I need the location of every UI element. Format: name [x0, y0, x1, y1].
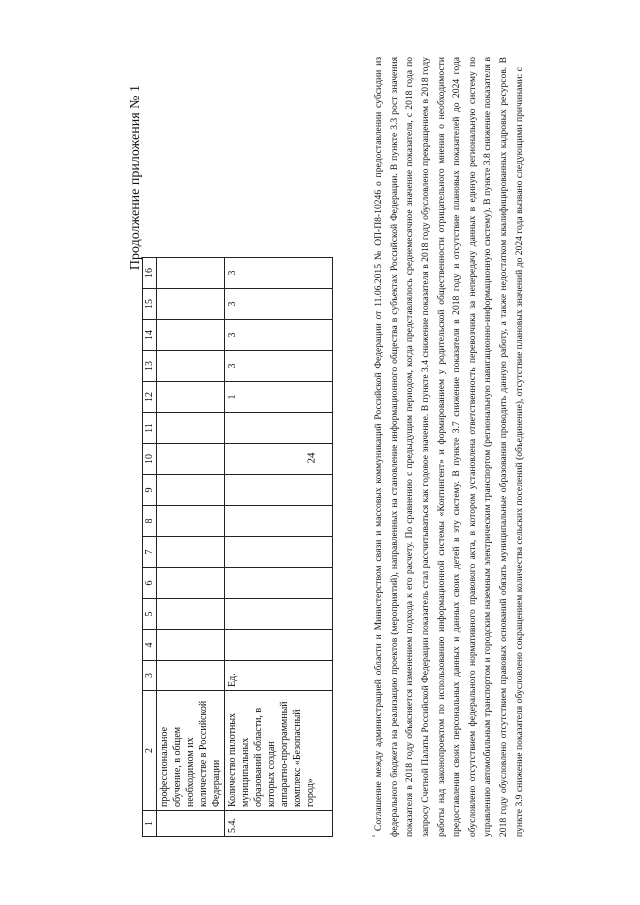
value-cell — [157, 568, 225, 599]
value-cell — [225, 413, 333, 444]
footnote — [368, 57, 527, 837]
value-cell — [157, 506, 225, 537]
header-cell: 1 — [143, 811, 157, 837]
value-cell — [157, 599, 225, 630]
value-cell — [157, 475, 225, 506]
header-cell: 2 — [143, 691, 157, 811]
value-cell — [157, 382, 225, 413]
header-cell: 9 — [143, 475, 157, 506]
row-number-cell: 5.4. — [225, 811, 333, 837]
footnote-marker: ¹ — [371, 834, 379, 837]
indicators-table — [142, 257, 333, 837]
footnote-text: Соглашение между администрацией области и Министерством связи и массовых коммуникаций Российской Федерации от 11.06.2015 № ОП-П8-10246 о предоставлении субсидии из федерального бюджета на реализацию проектов (мероприятий), направленных на становление информационного общества в субъектах Российской Федерации. В пункте 3.3 рост значения показателя в 2018 году объясняется изменением подхода к его расчету. По сравнению с предыдущим периодом, когда представлялось среднемесячное значение показателя, с 2018 года по запросу Счетной Палаты Российской Федерации показатель стал рассчитываться как годовое значение. В пункте 3.4 снижение показателя в 2018 году обусловлено прекращением в 2018 году работы над законопроектом по использованию информационной системы «Контингент» и формированием у родительской общественности отрицательного мнения о необходимости предоставления своих персональных данных и данных своих детей в эту систему. В пункте 3.7 снижение показателя в 2018 году и отсутствие плановых показателей до 2024 года обусловлено отсутствием федерального нормативного правового акта, в котором установлена ответственность перевозчика за непередачу данных в единую региональную систему по управлению автомобильным транспортом и городским наземным электрическим транспортом (региональную навигационно-информационную систему). В пункте 3.8 снижение показателя в 2018 году обусловлено отсутствием правовых оснований обязать муниципальные образования проводить данную работу, а также недостатком квалифицированных кадровых ресурсов. В пункте 3.9 снижение показателя обусловлено сокращением количества сельских поселений (объединение), отсутствие плановых значений до 2024 года вызвано следующими причинами: с — [373, 57, 525, 837]
header-cell: 5 — [143, 599, 157, 630]
value-cell — [225, 599, 333, 630]
header-cell: 16 — [143, 258, 157, 289]
header-cell: 13 — [143, 351, 157, 382]
table-row — [157, 258, 225, 837]
value-cell — [157, 258, 225, 289]
value-cell — [157, 351, 225, 382]
header-cell: 4 — [143, 630, 157, 661]
value-cell — [157, 444, 225, 475]
value-cell — [225, 630, 333, 661]
value-cell — [157, 289, 225, 320]
value-cell: 1 — [225, 382, 333, 413]
header-cell: 12 — [143, 382, 157, 413]
value-cell — [225, 506, 333, 537]
header-cell: 8 — [143, 506, 157, 537]
header-cell: 6 — [143, 568, 157, 599]
header-cell: 11 — [143, 413, 157, 444]
value-cell: 3 — [225, 289, 333, 320]
row-name-cell: Количество пилотных муниципальных образований области, в которых создан аппаратно-программный комплекс «Безопасный город» — [225, 691, 333, 811]
header-cell: 7 — [143, 537, 157, 568]
header-cell: 15 — [143, 289, 157, 320]
value-cell — [225, 568, 333, 599]
value-cell: 3 — [225, 320, 333, 351]
value-cell: 3 — [225, 351, 333, 382]
header-cell: 10 — [143, 444, 157, 475]
value-cell — [157, 413, 225, 444]
value-cell: 3 — [225, 258, 333, 289]
continuation-title: Продолжение приложения № 1 — [128, 85, 143, 271]
value-cell — [157, 320, 225, 351]
header-cell: 14 — [143, 320, 157, 351]
value-cell — [157, 630, 225, 661]
header-cell: 3 — [143, 661, 157, 691]
table-header-row — [143, 258, 157, 837]
table-row — [225, 258, 333, 837]
value-cell — [225, 475, 333, 506]
page-number: 24 — [305, 452, 318, 464]
row-unit-cell — [157, 661, 225, 691]
row-number-cell — [157, 811, 225, 837]
row-name-cell: профессиональное обучение, в общем необходимом их количестве в Российской Федерации — [157, 691, 225, 811]
value-cell — [225, 444, 333, 475]
value-cell — [225, 537, 333, 568]
value-cell — [157, 537, 225, 568]
row-unit-cell: Ед. — [225, 661, 333, 691]
